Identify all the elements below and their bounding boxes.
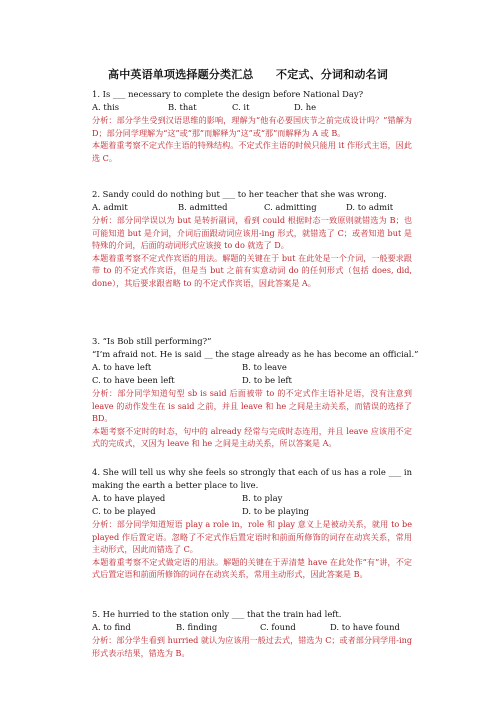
question-2 [92, 188, 412, 290]
question-options [92, 101, 412, 114]
option-a: A. to find [92, 622, 131, 632]
question-stem-line-2: “I’m afraid not. He is said __ the stage already as he has become an official.” [92, 349, 419, 359]
question-options [92, 621, 412, 634]
question-1 [92, 88, 412, 164]
option-d: D. to admit [346, 202, 394, 212]
question-stem: 1. Is ___ necessary to complete the design before National Day? [92, 89, 364, 99]
option-d: D. to have found [330, 622, 400, 632]
question-options [92, 374, 412, 387]
question-stem: 4. She will tell us why she feels so strongly that each of us has a role ___ in making the earth a better place to live. [92, 467, 412, 490]
option-d: D. to be left [242, 375, 292, 385]
question-3 [92, 335, 419, 450]
analysis-paragraph: 分析：部分学生受到汉语思维的影响，理解为“他有必要国庆节之前完成设计吗？”错解为 D；部分同学理解为“这”或“那”而解释为“这”或“那”而解释为 A 或 B。 [92, 115, 412, 138]
document-title: 高中英语单项选择题分类汇总 不定式、分词和动名词 [108, 68, 388, 81]
question-options [92, 505, 412, 518]
analysis-paragraph: 分析：部分同学知道短语 play a role in，role 和 play 意义上是被动关系，就用 to be played 作后置定语。忽略了不定式作后置定语时和前面所修饰的词存在动宾关系，常用主动形式，因此而错选了 C。 [92, 519, 412, 555]
option-b: B. to play [242, 493, 283, 503]
question-stem: 3. “Is Bob still performing?” [92, 336, 212, 346]
option-c: C. to be played [92, 506, 156, 516]
option-c: C. to have been left [92, 375, 175, 385]
option-a: A. admit [92, 202, 128, 212]
analysis-paragraph: 本题着重考察不定式作主语的特殊结构。不定式作主语的时候只能用 it 作形式主语，因此选 C。 [92, 140, 412, 163]
analysis-paragraph: 本题着重考察不定式作宾语的用法。解题的关键在于 but 在此处是一个介词，一般要求跟带 to 的不定式作宾语，但是当 but 之前有实意动词 do 的任何形式（包括 does, did, done），其后要求跟省略 to 的不定式作宾语，因此答案是 A。 [92, 252, 412, 288]
question-stem: 5. He hurried to the station only ___ that the train had left. [92, 609, 342, 619]
analysis-paragraph: 分析：部分学生看到 hurried 就认为应该用一般过去式，错选为 C；或者部分同学用-ing 形式表示结果，错选为 B。 [92, 635, 412, 658]
question-5 [92, 608, 412, 659]
option-c: C. found [260, 622, 296, 632]
question-options [92, 361, 412, 374]
question-options [92, 201, 412, 214]
option-a: A. to have left [92, 362, 152, 372]
option-b: B. admitted [178, 202, 228, 212]
analysis-paragraph: 本题着重考察不定式做定语的用法。解题的关键在于弄清楚 have 在此处作“有”讲，不定式后置定语和前面所修饰的词存在动宾关系，常用主动形式，因此答案是 B。 [92, 556, 412, 580]
option-c: C. admitting [264, 202, 317, 212]
analysis-paragraph: 分析：部分同学知道句型 sb is said 后面被带 to 的不定式作主语补足语，没有注意到 leave 的动作发生在 is said 之前，并且 leave 和 he 之间是主动关系，而错误的选择了 BD。 [92, 388, 412, 424]
analysis-paragraph: 本题考察不定时的时态，句中的 already 经常与完成时态连用，并且 leave 应该用不定式的完成式，又因为 leave 和 he 之间是主动关系，所以答案是 A。 [92, 425, 412, 449]
question-4 [92, 466, 412, 581]
question-stem: 2. Sandy could do nothing but ___ to her teacher that she was wrong. [92, 189, 387, 199]
option-a: A. this [92, 102, 120, 112]
option-d: D. to be playing [242, 506, 309, 516]
option-b: B. to leave [242, 362, 287, 372]
option-b: B. that [168, 102, 197, 112]
question-options [92, 492, 412, 505]
option-c: C. it [232, 102, 250, 112]
option-d: D. he [294, 102, 317, 112]
analysis-paragraph: 分析：部分同学误以为 but 是转折副词，看到 could 根据时态一致原则就错选为 B；也可能知道 but 是介词，介词后面跟动词应该用-ing 形式，就错选了 C；或者知道 but 是特殊的介词，后面的动词形式应该接 to do 就选了 D。 [92, 215, 412, 251]
option-a: A. to have played [92, 493, 166, 503]
option-b: B. finding [176, 622, 218, 632]
